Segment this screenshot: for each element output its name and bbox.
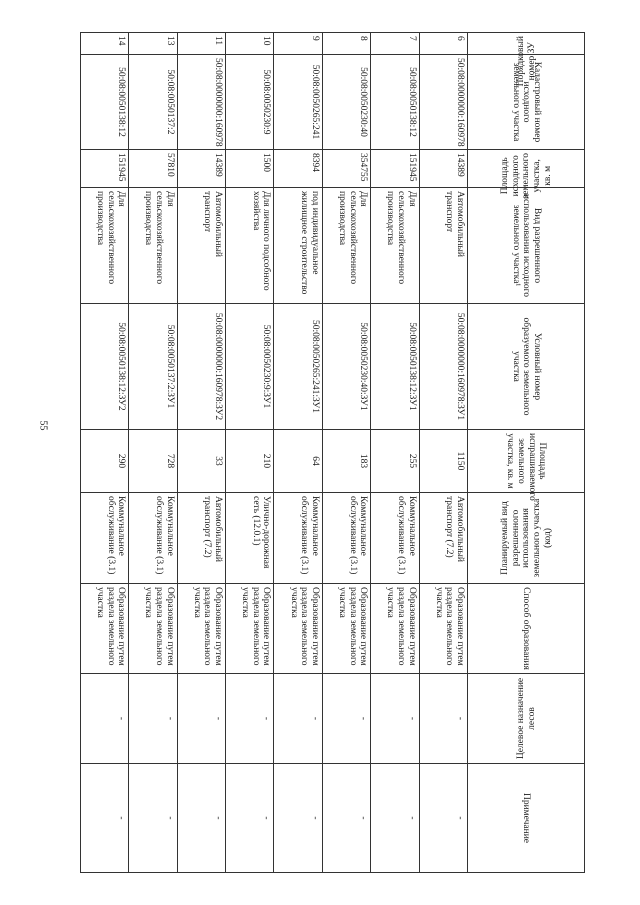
header-formation-method: Способ образования bbox=[468, 584, 585, 674]
cell-serial-number: 9 bbox=[274, 33, 322, 55]
cell-forest-purpose: - bbox=[419, 674, 467, 764]
cell-source-permitted-use: Для сельскохозяйственного производства bbox=[371, 188, 419, 304]
cell-formation-method: Образование путем раздела земельного участка bbox=[81, 584, 129, 674]
cell-note: - bbox=[419, 764, 467, 873]
cell-serial-number: 7 bbox=[371, 33, 419, 55]
cell-note: - bbox=[129, 764, 177, 873]
cell-forest-purpose: - bbox=[129, 674, 177, 764]
cell-source-cadastral-number: 50:08:0050265:241 bbox=[274, 55, 322, 150]
cell-requested-area: 210 bbox=[226, 430, 274, 493]
cell-formation-method: Образование путем раздела земельного участка bbox=[226, 584, 274, 674]
parcel-table-rotated bbox=[80, 32, 585, 872]
cell-source-cadastral-number: 50:08:0000000:160978 bbox=[177, 55, 225, 150]
cell-source-permitted-use: Автомобильный транспорт bbox=[177, 188, 225, 304]
cell-requested-area: 255 bbox=[371, 430, 419, 493]
cell-source-cadastral-number: 50:08:0050230:40 bbox=[322, 55, 370, 150]
cell-planned-permitted-use: Коммунальное обслуживание (3.1) bbox=[371, 493, 419, 584]
table-row bbox=[419, 33, 467, 873]
cell-requested-area: 64 bbox=[274, 430, 322, 493]
cell-requested-area: 290 bbox=[81, 430, 129, 493]
table-row bbox=[274, 33, 322, 873]
cell-conditional-number: 50:08:0050137:2:ЗУ1 bbox=[129, 304, 177, 430]
cell-forest-purpose: - bbox=[81, 674, 129, 764]
cell-conditional-number: 50:08:0000000:160978:ЗУ1 bbox=[419, 304, 467, 430]
cell-source-cadastral-number: 50:08:0050137:2 bbox=[129, 55, 177, 150]
header-forest-purpose: Целевое назначение лесов bbox=[468, 674, 585, 764]
cell-requested-area: 1150 bbox=[419, 430, 467, 493]
cell-serial-number: 11 bbox=[177, 33, 225, 55]
cell-requested-area: 183 bbox=[322, 430, 370, 493]
cell-conditional-number: 50:08:0050230:40:ЗУ1 bbox=[322, 304, 370, 430]
cell-serial-number: 6 bbox=[419, 33, 467, 55]
cell-planned-permitted-use: Автомобильный транспорт (7.2) bbox=[419, 493, 467, 584]
cell-source-area: 151945 bbox=[371, 150, 419, 188]
cell-conditional-number: 50:08:0050138:12:ЗУ2 bbox=[81, 304, 129, 430]
header-source-cadastral-number: Кадастровый номер исходного земельного участка bbox=[468, 55, 585, 150]
cell-source-area: 14389 bbox=[419, 150, 467, 188]
cell-planned-permitted-use: Коммунальное обслуживание (3.1) bbox=[81, 493, 129, 584]
cell-forest-purpose: - bbox=[226, 674, 274, 764]
cell-source-permitted-use: Для сельскохозяйственного производства bbox=[81, 188, 129, 304]
table-row bbox=[322, 33, 370, 873]
cell-source-cadastral-number: 50:08:0050138:12 bbox=[81, 55, 129, 150]
cell-forest-purpose: - bbox=[371, 674, 419, 764]
header-serial-number: Порядковый номер ЗУ bbox=[468, 33, 585, 55]
cell-conditional-number: 50:08:0050138:12:ЗУ1 bbox=[371, 304, 419, 430]
cell-source-area: 1500 bbox=[226, 150, 274, 188]
cell-formation-method: Образование путем раздела земельного участка bbox=[371, 584, 419, 674]
cell-source-permitted-use: под индивидуальное жилищное строительство bbox=[274, 188, 322, 304]
header-planned-permitted-use: Планируемый вид разрешенного использования земельного участка (код) bbox=[468, 493, 585, 584]
cell-formation-method: Образование путем раздела земельного участка bbox=[322, 584, 370, 674]
cell-planned-permitted-use: Коммунальное обслуживание (3.1) bbox=[274, 493, 322, 584]
cell-formation-method: Образование путем раздела земельного участка bbox=[177, 584, 225, 674]
cell-source-area: 57810 bbox=[129, 150, 177, 188]
cell-planned-permitted-use: Автомобильный транспорт (7.2) bbox=[177, 493, 225, 584]
cell-requested-area: 728 bbox=[129, 430, 177, 493]
cell-source-permitted-use: Автомобильный транспорт bbox=[419, 188, 467, 304]
cell-serial-number: 13 bbox=[129, 33, 177, 55]
parcel-table bbox=[80, 32, 585, 873]
cell-source-cadastral-number: 50:08:0050138:12 bbox=[371, 55, 419, 150]
table-header-row bbox=[468, 33, 585, 873]
cell-serial-number: 10 bbox=[226, 33, 274, 55]
cell-planned-permitted-use: Коммунальное обслуживание (3.1) bbox=[129, 493, 177, 584]
header-note: Примечание bbox=[468, 764, 585, 873]
cell-note: - bbox=[274, 764, 322, 873]
header-requested-area: Площадь испрашиваемого земельного участка, кв. м bbox=[468, 430, 585, 493]
table-row bbox=[129, 33, 177, 873]
header-source-area: Площадь исходного земельного участка, кв. м bbox=[468, 150, 585, 188]
cell-serial-number: 8 bbox=[322, 33, 370, 55]
cell-note: - bbox=[322, 764, 370, 873]
header-conditional-number: Условный номер образуемого земельного участка bbox=[468, 304, 585, 430]
table-row bbox=[81, 33, 129, 873]
cell-formation-method: Образование путем раздела земельного участка bbox=[419, 584, 467, 674]
cell-planned-permitted-use: Улично-дорожная сеть (12.0.1) bbox=[226, 493, 274, 584]
cell-source-cadastral-number: 50:08:0000000:160978 bbox=[419, 55, 467, 150]
page-number: 55 bbox=[37, 420, 49, 431]
cell-note: - bbox=[177, 764, 225, 873]
cell-source-area: 8394 bbox=[274, 150, 322, 188]
cell-source-area: 14389 bbox=[177, 150, 225, 188]
cell-planned-permitted-use: Коммунальное обслуживание (3.1) bbox=[322, 493, 370, 584]
table-row bbox=[226, 33, 274, 873]
cell-note: - bbox=[371, 764, 419, 873]
cell-requested-area: 33 bbox=[177, 430, 225, 493]
cell-note: - bbox=[81, 764, 129, 873]
cell-source-permitted-use: Для сельскохозяйственного производства bbox=[322, 188, 370, 304]
cell-conditional-number: 50:08:0000000:160978:ЗУ2 bbox=[177, 304, 225, 430]
table-row bbox=[371, 33, 419, 873]
cell-source-area: 151945 bbox=[81, 150, 129, 188]
cell-formation-method: Образование путем раздела земельного участка bbox=[274, 584, 322, 674]
cell-source-permitted-use: Для сельскохозяйственного производства bbox=[129, 188, 177, 304]
cell-forest-purpose: - bbox=[322, 674, 370, 764]
cell-forest-purpose: - bbox=[177, 674, 225, 764]
cell-conditional-number: 50:08:0050230:9:ЗУ1 bbox=[226, 304, 274, 430]
cell-serial-number: 14 bbox=[81, 33, 129, 55]
table-row bbox=[177, 33, 225, 873]
cell-source-area: 354755 bbox=[322, 150, 370, 188]
cell-forest-purpose: - bbox=[274, 674, 322, 764]
cell-formation-method: Образование путем раздела земельного участка bbox=[129, 584, 177, 674]
cell-source-cadastral-number: 50:08:0050230:9 bbox=[226, 55, 274, 150]
cell-conditional-number: 50:08:0050265:241:ЗУ1 bbox=[274, 304, 322, 430]
header-source-permitted-use: Вид разрешенного использования исходного земельного участка¹ bbox=[468, 188, 585, 304]
cell-note: - bbox=[226, 764, 274, 873]
cell-source-permitted-use: Для личного подсобного хозяйства bbox=[226, 188, 274, 304]
